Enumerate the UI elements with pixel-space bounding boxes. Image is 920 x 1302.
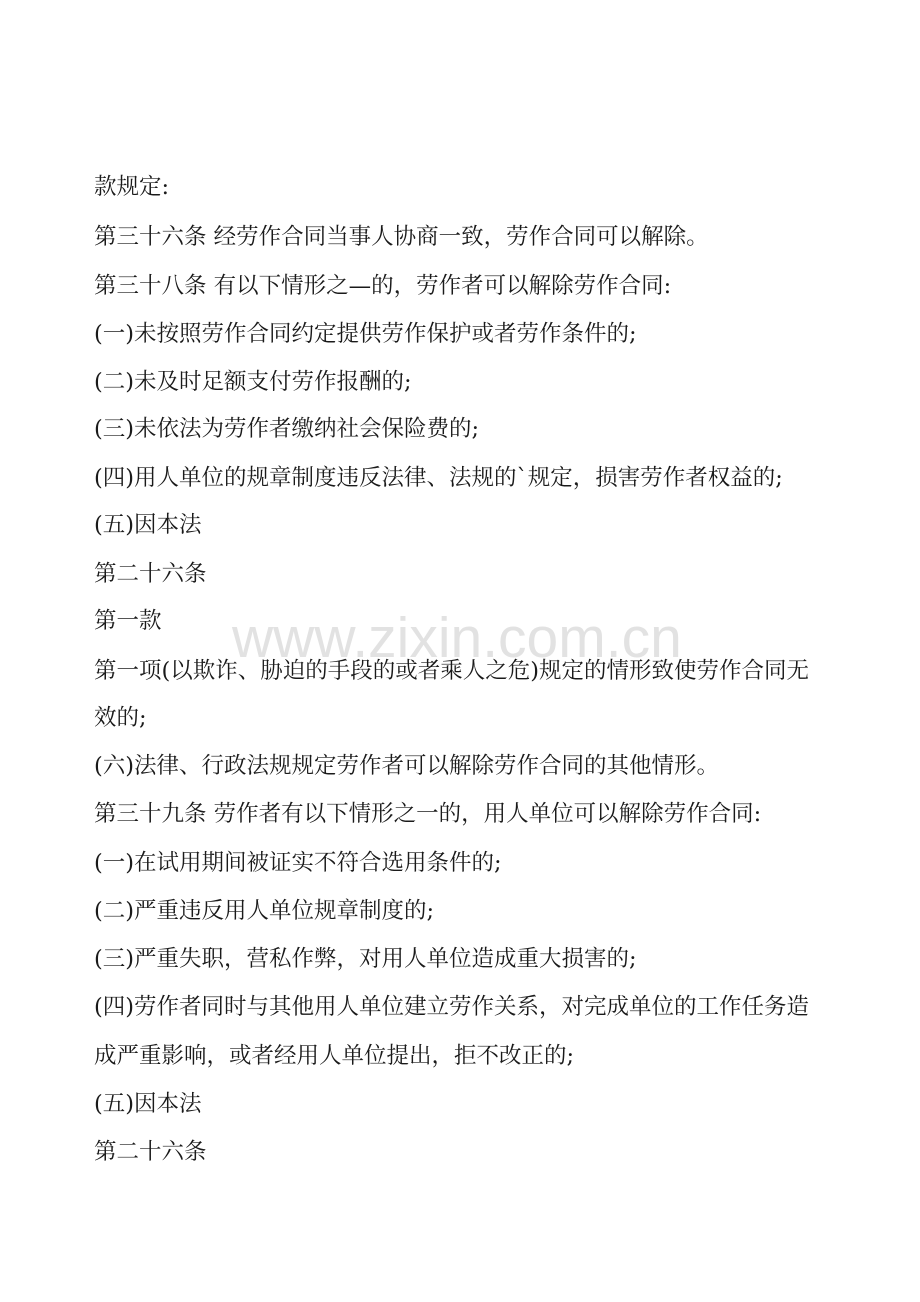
text-line: 第一款: [94, 608, 162, 634]
text-line: (五)因本法: [94, 1091, 202, 1117]
text-line: 款规定:: [94, 174, 170, 200]
text-line: (六)法律、行政法规规定劳作者可以解除劳作合同的其他情形。: [94, 753, 720, 779]
text-line: 第二十六条: [94, 1139, 207, 1165]
watermark: www.zixin.com.cn: [232, 606, 682, 670]
text-line: 效的;: [94, 705, 147, 731]
text-line: (三)严重失职，营私作弊，对用人单位造成重大损害的;: [94, 946, 637, 972]
text-line: (五)因本法: [94, 512, 202, 538]
text-line: 第三十八条 有以下情形之—的，劳作者可以解除劳作合同:: [94, 273, 672, 299]
text-line: (二)未及时足额支付劳作报酬的;: [94, 369, 412, 395]
text-line: (二)严重违反用人单位规章制度的;: [94, 898, 435, 924]
text-line: (三)未依法为劳作者缴纳社会保险费的;: [94, 416, 480, 442]
text-line: (一)未按照劳作合同约定提供劳作保护或者劳作条件的;: [94, 321, 637, 347]
text-line: 第一项(以欺诈、胁迫的手段的或者乘人之危)规定的情形致使劳作合同无: [94, 658, 810, 684]
text-line: 第二十六条: [94, 561, 207, 587]
text-line: 成严重影响，或者经用人单位提出，拒不改正的;: [94, 1043, 575, 1069]
text-line: (四)劳作者同时与其他用人单位建立劳作关系，对完成单位的工作任务造: [94, 994, 810, 1020]
text-line: 第三十六条 经劳作合同当事人协商一致，劳作合同可以解除。: [94, 224, 709, 250]
text-line: 第三十九条 劳作者有以下情形之一的，用人单位可以解除劳作合同:: [94, 801, 762, 827]
text-line: (四)用人单位的规章制度违反法律、法规的`规定，损害劳作者权益的;: [94, 465, 783, 491]
text-line: (一)在试用期间被证实不符合选用条件的;: [94, 850, 502, 876]
